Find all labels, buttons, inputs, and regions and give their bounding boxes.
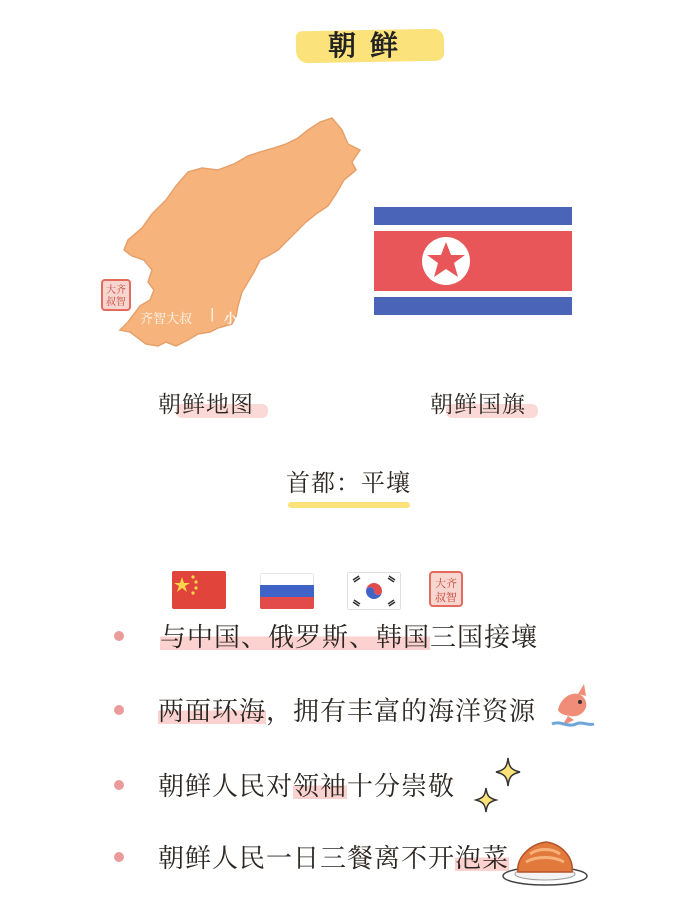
highlighted-text: 两面环海 [158,697,267,727]
south-korea-flag-icon [347,572,401,610]
highlighted-text: 领袖 [293,772,348,802]
artist-seal-icon [100,278,132,312]
list-item: 两面环海，拥有丰富的海洋资源 [158,697,537,727]
fish-icon [548,680,596,732]
sparkle-icon [472,756,522,816]
watermark-author: 齐智大叔 [140,312,193,327]
page-title: 朝鲜 [327,29,412,62]
list-item: 朝鲜人民一日三餐离不开泡菜 [158,844,510,874]
russia-flag-icon [260,573,314,609]
capital-underline [288,502,410,508]
bullet-dot [114,780,124,790]
china-flag-icon [172,571,226,609]
svg-text:大齐: 大齐 [435,577,457,590]
list-item: 与中国、俄罗斯、韩国三国接壤 [160,623,539,653]
artist-seal-icon [428,570,464,608]
flag-caption: 朝鲜国旗 [430,392,526,418]
svg-text:叔智: 叔智 [106,297,126,308]
svg-text:大齐: 大齐 [106,285,126,296]
bullet-dot [114,852,124,862]
svg-text:叔智: 叔智 [435,591,457,604]
kimchi-plate-icon [500,832,590,888]
highlighted-text: 与中国、俄罗斯、韩国 [160,623,431,653]
map-caption: 朝鲜地图 [158,392,254,418]
north-korea-flag [372,205,576,317]
capital-label: 首都：平壤 [286,469,411,497]
list-item: 朝鲜人民对领袖十分崇敬 [158,772,456,802]
bullet-dot [114,705,124,715]
watermark-brand: 小红书 [224,312,264,327]
highlighted-text: 泡菜 [455,844,510,874]
bullet-dot [114,631,124,641]
watermark-separator: | [210,307,215,322]
